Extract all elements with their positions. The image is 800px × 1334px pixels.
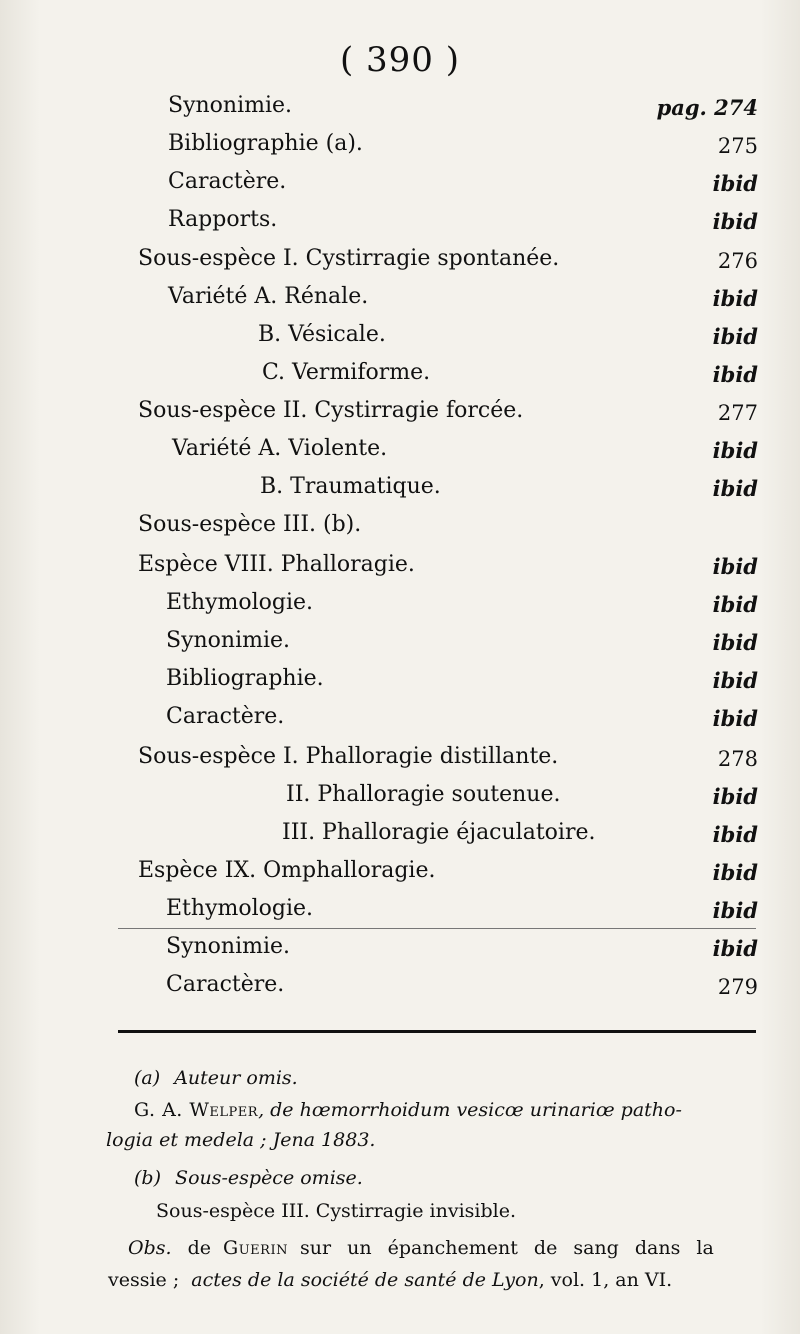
footnote-text: vessie ;	[108, 1269, 180, 1291]
toc-row	[0, 278, 800, 316]
toc-entry-label: Variété A. Violente.	[172, 436, 388, 461]
toc-entry-label: Caractère.	[168, 169, 287, 194]
toc-entry-label: Synonimie.	[166, 934, 291, 959]
footnote-text: Sous-espèce III. Cystirragie invisible.	[156, 1200, 517, 1222]
toc-entry-label: Caractère.	[166, 704, 285, 729]
footnote-separator	[118, 1030, 756, 1033]
work-title: , de hœmorrhoidum vesicœ urinariœ patho-	[258, 1099, 682, 1121]
toc-entry-page: ibid	[712, 936, 758, 961]
toc-entry-page: ibid	[712, 324, 758, 349]
toc-entry-page: ibid	[712, 784, 758, 809]
footnote-b	[134, 1163, 784, 1193]
toc-entry-page: 278	[717, 747, 758, 771]
work-title-cont: logia et medela ; Jena 1883.	[106, 1129, 376, 1151]
footnote-marker: (a)	[134, 1067, 161, 1089]
toc-entry-label: Ethymologie.	[166, 590, 314, 615]
footnote-reference-cont	[106, 1125, 756, 1155]
footnote-c-line1	[156, 1196, 800, 1226]
work-title: actes de la société de santé de Lyon	[191, 1269, 539, 1291]
toc-entry-label: Sous-espèce I. Cystirragie spontanée.	[138, 246, 560, 271]
toc-entry-page: ibid	[712, 554, 758, 579]
toc-row	[0, 776, 800, 814]
toc-row	[0, 738, 800, 776]
toc-entry-page: ibid	[712, 898, 758, 923]
toc-row	[0, 584, 800, 622]
toc-row	[0, 316, 800, 354]
obs-label: Obs.	[128, 1237, 172, 1259]
toc-entry-page: ibid	[712, 476, 758, 501]
toc-row	[0, 814, 800, 852]
footnote-text: Sous-espèce omise.	[175, 1167, 363, 1189]
toc-entry-label: Synonimie.	[168, 93, 293, 118]
footnote-text: , vol. 1, an VI.	[538, 1269, 673, 1291]
toc-row	[0, 163, 800, 201]
toc-entry-page: ibid	[712, 860, 758, 885]
footnote-c-line2	[128, 1233, 778, 1263]
footnote-text: sur un épanchement de sang dans la	[300, 1237, 714, 1259]
page-number: ( 390 )	[339, 40, 461, 80]
toc-entry-page: ibid	[712, 209, 758, 234]
toc-row	[0, 546, 800, 584]
toc-entry-label: Bibliographie.	[166, 666, 324, 691]
toc-entry-label: Synonimie.	[166, 628, 291, 653]
footnote-a	[134, 1063, 784, 1093]
toc-entry-page: ibid	[712, 706, 758, 731]
toc-row	[0, 240, 800, 278]
toc-entry-label: II. Phalloragie soutenue.	[286, 782, 561, 807]
toc-entry-label: Variété A. Rénale.	[168, 284, 369, 309]
toc-entry-label: C. Vermiforme.	[262, 360, 431, 385]
toc-entry-label: Rapports.	[168, 207, 278, 232]
toc-entry-page: ibid	[712, 630, 758, 655]
toc-entry-page: ibid	[712, 362, 758, 387]
toc-entry-label: B. Vésicale.	[258, 322, 386, 347]
toc-row	[0, 87, 800, 125]
toc-entry-label: Sous-espèce II. Cystirragie forcée.	[138, 398, 524, 423]
toc-row	[0, 852, 800, 890]
toc-row	[0, 468, 800, 506]
toc-entry-label: Caractère.	[166, 972, 285, 997]
toc-entry-page: 279	[717, 975, 758, 999]
toc-entry-page: ibid	[712, 171, 758, 196]
toc-row	[0, 125, 800, 163]
footnote-text: Auteur omis.	[174, 1067, 298, 1089]
footnote-text: de	[187, 1237, 211, 1259]
toc-entry-label: Sous-espèce I. Phalloragie distillante.	[138, 744, 559, 769]
toc-row	[0, 660, 800, 698]
toc-entry-page: ibid	[712, 286, 758, 311]
toc-row	[0, 698, 800, 736]
toc-entry-label: B. Traumatique.	[260, 474, 441, 499]
footnote-c-line3	[108, 1265, 758, 1295]
toc-entry-page: 275	[717, 134, 758, 158]
footnote-marker: (b)	[134, 1167, 161, 1189]
toc-entry-page: ibid	[712, 438, 758, 463]
toc-entry-page: 277	[717, 401, 758, 425]
toc-entry-label: Sous-espèce III. (b).	[138, 512, 362, 537]
toc-entry-page: ibid	[712, 668, 758, 693]
toc-row	[0, 890, 800, 928]
toc-row	[0, 622, 800, 660]
toc-row	[0, 966, 800, 1004]
toc-entry-label: Ethymologie.	[166, 896, 314, 921]
footnote-reference	[134, 1095, 784, 1125]
author-name: G. A. Welper	[134, 1099, 259, 1121]
toc-entry-label: Espèce VIII. Phalloragie.	[138, 552, 415, 577]
toc-row	[0, 430, 800, 468]
toc-entry-label: Bibliographie (a).	[168, 131, 363, 156]
toc-row	[0, 354, 800, 392]
toc-row	[0, 928, 800, 966]
toc-entry-page: 276	[717, 249, 758, 273]
toc-entry-label: III. Phalloragie éjaculatoire.	[282, 820, 596, 845]
toc-entry-page: pag. 274	[656, 95, 758, 120]
toc-entry-page: ibid	[712, 822, 758, 847]
toc-row	[0, 201, 800, 239]
author-name: Guerin	[223, 1237, 288, 1259]
toc-entry-page: ibid	[712, 592, 758, 617]
toc-row	[0, 506, 800, 544]
toc-row	[0, 392, 800, 430]
toc-entry-label: Espèce IX. Omphalloragie.	[138, 858, 436, 883]
